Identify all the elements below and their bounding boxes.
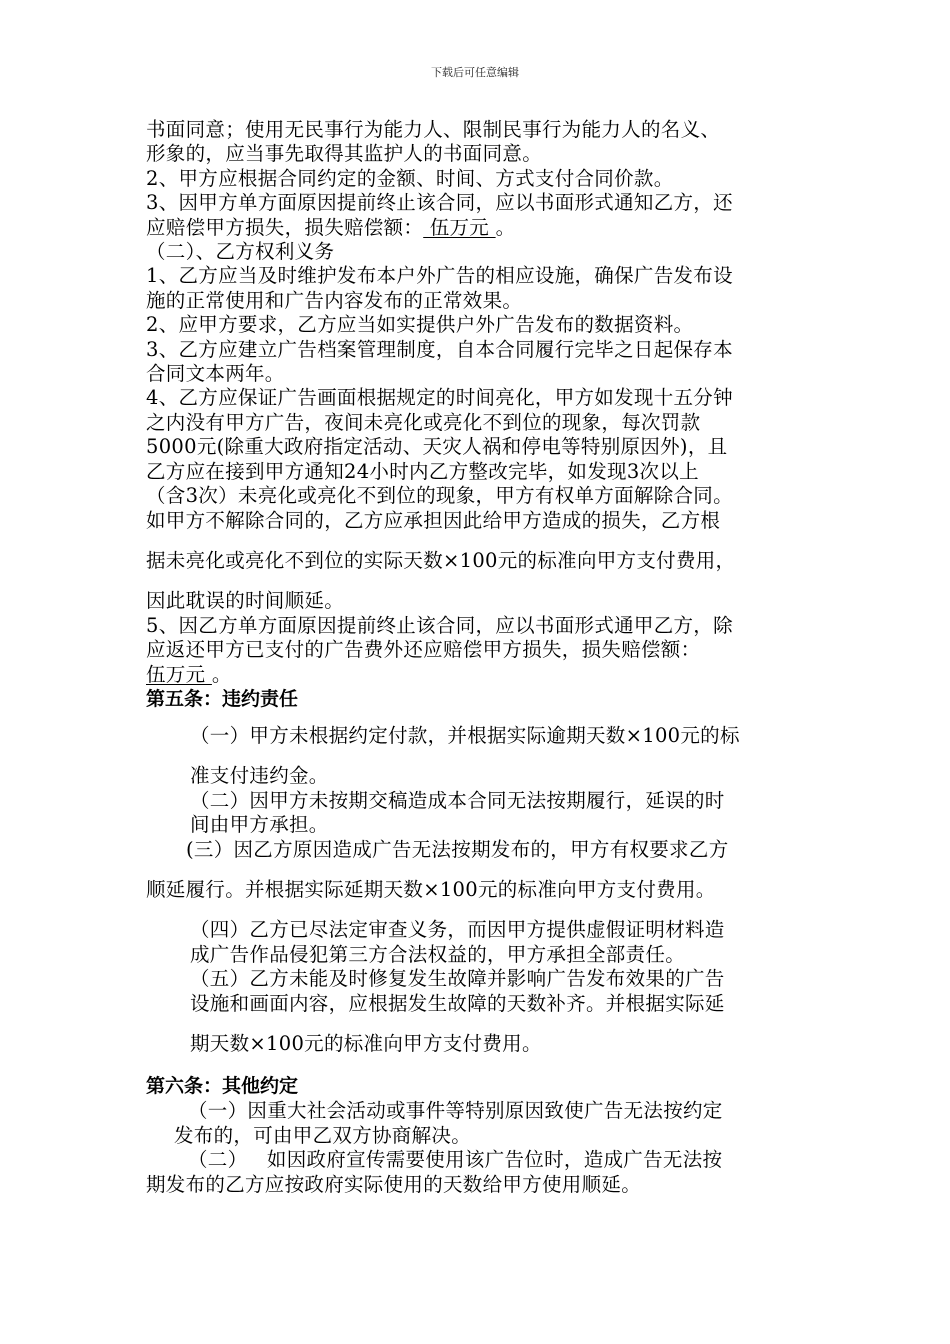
text-line: 5、因乙方单方面原因提前终止该合同，应以书面形式通甲乙方，除 — [146, 613, 733, 637]
text-segment: 应赔偿甲方损失，损失赔偿额： — [146, 215, 424, 239]
clause-line: 设施和画面内容，应根据发生故障的天数补齐。并根据实际延 — [190, 991, 725, 1015]
page-header-note: 下载后可任意编辑 — [431, 66, 519, 79]
text-line: 之内没有甲方广告，夜间未亮化或亮化不到位的现象，每次罚款 — [146, 410, 701, 434]
clause-line: 准支付违约金。 — [190, 764, 329, 788]
compensation-amount: 伍万元 — [146, 662, 212, 686]
text-line: 3、因甲方单方面原因提前终止该合同，应以书面形式通知乙方，还 — [146, 191, 733, 215]
document-body — [146, 118, 816, 1197]
section-6-title: 第六条：其他约定 — [146, 1075, 299, 1098]
text-segment: 。 — [211, 662, 232, 686]
compensation-amount: 伍万元 — [423, 215, 496, 239]
text-line: 乙方应在接到甲方通知24小时内乙方整改完毕，如发现3次以上 — [146, 459, 699, 483]
clause-line: （二）因甲方未按期交稿造成本合同无法按期履行，延误的时 — [190, 788, 725, 812]
text-line: 2、甲方应根据合同约定的金额、时间、方式支付合同价款。 — [146, 166, 674, 190]
text-line: 形象的，应当事先取得其监护人的书面同意。 — [146, 142, 543, 166]
clause-line: （一）甲方未根据约定付款，并根据实际逾期天数×100元的标 — [190, 723, 740, 747]
text-line: （含3次）未亮化或亮化不到位的现象，甲方有权单方面解除合同。 — [146, 484, 733, 508]
clause-line: （五）乙方未能及时修复发生故障并影响广告发布效果的广告 — [190, 967, 725, 991]
text-line — [146, 216, 816, 240]
subsection-title: （二）、乙方权利义务 — [146, 240, 335, 264]
text-line — [146, 663, 816, 687]
text-line: 5000元(除重大政府指定活动、天灾人祸和停电等特别原因外)，且 — [146, 435, 728, 459]
text-line: 因此耽误的时间顺延。 — [146, 589, 345, 613]
clause-line: 期发布的乙方应按政府实际使用的天数给甲方使用顺延。 — [146, 1172, 642, 1196]
clause-line: 成广告作品侵犯第三方合法权益的，甲方承担全部责任。 — [190, 942, 686, 966]
text-segment: 。 — [495, 215, 516, 239]
text-line: 应返还甲方已支付的广告费外还应赔偿甲方损失，损失赔偿额： — [146, 638, 701, 662]
text-line: 3、乙方应建立广告档案管理制度，自本合同履行完毕之日起保存本 — [146, 337, 733, 361]
clause-line: （二） 如因政府宣传需要使用该广告位时，造成广告无法按 — [188, 1148, 723, 1172]
clause-line: 期天数×100元的标准向甲方支付费用。 — [190, 1032, 542, 1055]
clause-line: 间由甲方承担。 — [190, 813, 329, 837]
text-line: 施的正常使用和广告内容发布的正常效果。 — [146, 288, 523, 312]
clause-line: 顺延履行。并根据实际延期天数×100元的标准向甲方支付费用。 — [146, 877, 716, 901]
text-line: 书面同意；使用无民事行为能力人、限制民事行为能力人的名义、 — [146, 118, 721, 141]
text-line: 1、乙方应当及时维护发布本户外广告的相应设施，确保广告发布设 — [146, 264, 733, 288]
clause-line: 发布的，可由甲乙双方协商解决。 — [174, 1123, 472, 1147]
text-line: 据未亮化或亮化不到位的实际天数×100元的标准向甲方支付费用， — [146, 548, 736, 572]
section-5-title: 第五条：违约责任 — [146, 687, 299, 710]
text-line: 4、乙方应保证广告画面根据规定的时间亮化，甲方如发现十五分钟 — [146, 386, 733, 410]
clause-line: (三）因乙方原因造成广告无法按期发布的，甲方有权要求乙方 — [186, 837, 729, 861]
text-line: 如甲方不解除合同的，乙方应承担因此给甲方造成的损失，乙方根 — [146, 508, 721, 532]
text-line: 2、应甲方要求，乙方应当如实提供户外广告发布的数据资料。 — [146, 313, 694, 337]
text-line: 合同文本两年。 — [146, 362, 285, 386]
clause-line: （一）因重大社会活动或事件等特别原因致使广告无法按约定 — [188, 1099, 723, 1123]
clause-line: （四）乙方已尽法定审查义务，而因甲方提供虚假证明材料造 — [190, 918, 725, 942]
